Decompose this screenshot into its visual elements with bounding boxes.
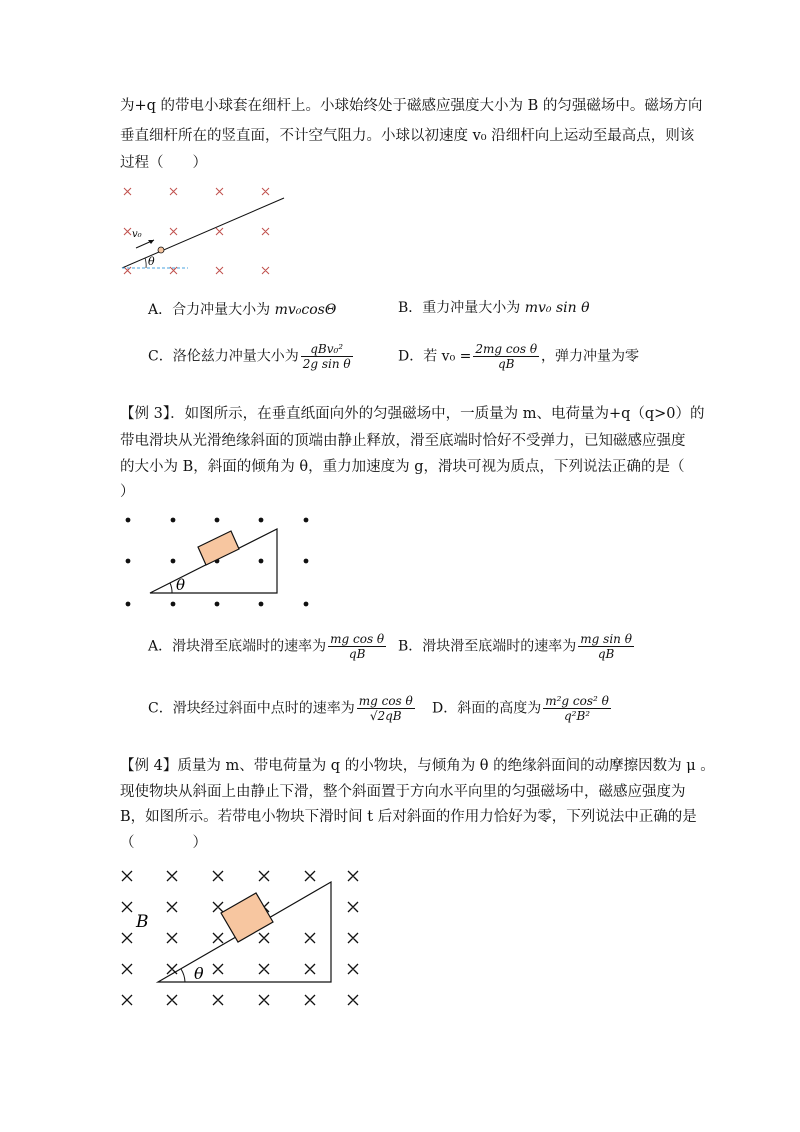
option-a-text: A．合力冲量大小为 bbox=[148, 302, 275, 318]
intro-line-1: 为+q 的带电小球套在细杆上。小球始终处于磁感应强度大小为 B 的匀强磁场中。磁场方向 bbox=[120, 98, 703, 114]
ex3-option-a-fraction bbox=[328, 632, 386, 661]
theta-label: θ bbox=[176, 576, 186, 594]
ex3-option-d-text: D．斜面的高度为 bbox=[432, 700, 542, 717]
ex3-line-1: 【例 3】．如图所示，在垂直纸面向外的匀强磁场中，一质量为 m、电荷量为+q（q>0）的 bbox=[120, 406, 705, 422]
ex4-line-1: 【例 4】质量为 m、带电荷量为 q 的小物块，与倾角为 θ 的绝缘斜面间的动摩擦因数为 μ 。 bbox=[120, 758, 715, 774]
option-c[interactable] bbox=[148, 342, 355, 371]
option-d-tail: ，弹力冲量为零 bbox=[541, 348, 640, 365]
angle-arc bbox=[170, 583, 172, 593]
ex3-option-a-text: A．滑块滑至底端时的速率为 bbox=[148, 638, 327, 655]
option-c-text: C．洛伦兹力冲量大小为 bbox=[148, 348, 299, 365]
ex3-option-c-den: √2qB bbox=[369, 709, 402, 723]
sliding-block bbox=[221, 893, 273, 942]
option-b-text: B．重力冲量大小为 bbox=[398, 300, 525, 316]
ex4-line-4: （ ） bbox=[120, 835, 207, 851]
ex3-line-4: ） bbox=[120, 484, 135, 500]
ex3-option-c[interactable] bbox=[148, 694, 417, 723]
ex3-option-c-text: C．滑块经过斜面中点时的速率为 bbox=[148, 700, 355, 717]
ex3-option-b-den: qB bbox=[597, 647, 615, 661]
ex3-option-d[interactable] bbox=[432, 694, 613, 723]
figure-rod-in-field bbox=[118, 182, 298, 282]
option-a-expr: mv₀cosΘ bbox=[274, 302, 337, 318]
ex3-option-c-fraction bbox=[357, 694, 415, 723]
option-b[interactable] bbox=[398, 298, 590, 318]
option-d[interactable] bbox=[398, 342, 639, 371]
ex3-option-a[interactable] bbox=[148, 632, 388, 661]
angle-arc bbox=[145, 258, 146, 268]
ex4-line-2: 现使物块从斜面上由静止下滑，整个斜面置于方向水平向里的匀强磁场中，磁感应强度为 bbox=[120, 784, 686, 800]
intro-line-2: 垂直细杆所在的竖直面，不计空气阻力。小球以初速度 v₀ 沿细杆向上运动至最高点，则该 bbox=[120, 128, 695, 144]
rod bbox=[122, 198, 284, 268]
ex3-option-d-num: m²g cos² θ bbox=[545, 694, 609, 708]
ex3-option-d-fraction bbox=[543, 694, 611, 723]
option-d-num: 2mg cos θ bbox=[475, 342, 538, 356]
ex3-option-a-num: mg cos θ bbox=[330, 632, 385, 646]
option-c-den: 2g sin θ bbox=[302, 357, 351, 371]
b-label: B bbox=[136, 912, 149, 932]
theta-label: θ bbox=[148, 255, 155, 268]
option-d-fraction bbox=[473, 342, 539, 371]
option-b-expr: mv₀ sin θ bbox=[524, 300, 590, 316]
ex3-option-c-num: mg cos θ bbox=[358, 694, 413, 708]
intro-line-3: 过程（ ） bbox=[120, 155, 207, 171]
ex3-line-2: 带电滑块从光滑绝缘斜面的顶端由静止释放，滑至底端时恰好不受弹力，已知磁感应强度 bbox=[120, 433, 686, 449]
ex3-option-a-den: qB bbox=[348, 647, 366, 661]
ex4-line-3: B，如图所示。若带电小物块下滑时间 t 后对斜面的作用力恰好为零，下列说法中正确的是 bbox=[120, 809, 697, 825]
option-a[interactable] bbox=[148, 300, 336, 320]
option-c-fraction bbox=[301, 342, 353, 371]
figure-incline-dots bbox=[120, 515, 320, 615]
ex3-option-b-num: mg sin θ bbox=[580, 632, 632, 646]
option-c-num: qBv₀² bbox=[301, 342, 353, 357]
angle-arc bbox=[181, 969, 185, 982]
charged-ball bbox=[158, 247, 164, 253]
ex3-option-b-fraction bbox=[578, 632, 634, 661]
option-d-den: qB bbox=[497, 357, 515, 371]
figure-incline-crosses bbox=[118, 865, 368, 1015]
ex3-option-b-text: B．滑块滑至底端时的速率为 bbox=[398, 638, 577, 655]
option-d-text: D．若 v₀ = bbox=[398, 348, 472, 365]
ex3-option-d-den: q²B² bbox=[563, 709, 591, 723]
ex3-option-b[interactable] bbox=[398, 632, 636, 661]
v0-label: v₀ bbox=[132, 229, 142, 240]
ex3-line-3: 的大小为 B，斜面的倾角为 θ，重力加速度为 g，滑块可视为质点，下列说法正确的是（ bbox=[120, 459, 685, 475]
theta-label: θ bbox=[194, 964, 204, 983]
